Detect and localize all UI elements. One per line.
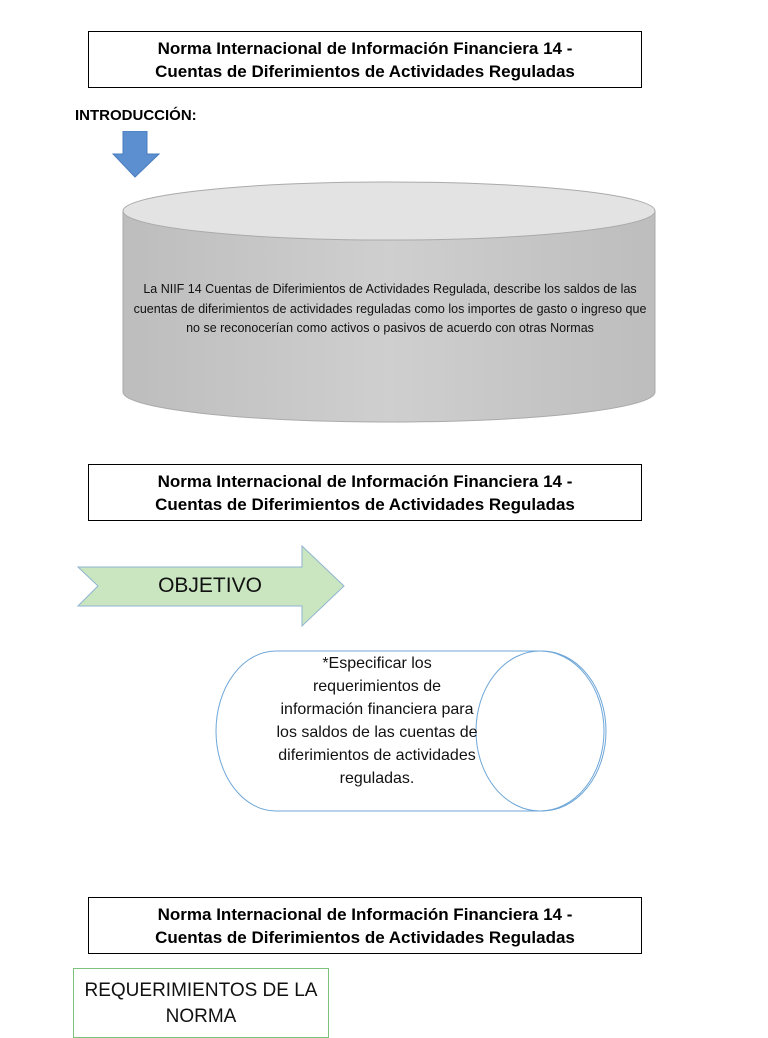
title-line-1: Norma Internacional de Información Financiera 14 - bbox=[157, 471, 573, 491]
section-title bbox=[88, 464, 642, 521]
title-line-2: Cuentas de Diferimientos de Actividades Reguladas bbox=[155, 927, 575, 947]
objective-label: OBJETIVO bbox=[158, 574, 262, 597]
title-line-2: Cuentas de Diferimientos de Actividades Reguladas bbox=[155, 61, 575, 81]
section-title bbox=[88, 897, 642, 954]
introduction-text: La NIIF 14 Cuentas de Diferimientos de Actividades Regulada, describe los saldos de las cuentas de diferimientos de actividades reguladas como los importes de gasto o ingreso que no se reconocerían como activos o pasivos de acuerdo con otras Normas bbox=[133, 282, 647, 335]
introduction-heading: INTRODUCCIÓN: bbox=[75, 107, 197, 124]
requirements-box bbox=[73, 968, 329, 1038]
objective-text: *Especificar los requerimientos de información financiera para los saldos de las cuentas de diferimientos de actividades reguladas. bbox=[276, 655, 478, 787]
requirements-label: REQUERIMIENTOS DE LA NORMA bbox=[84, 980, 318, 1027]
title-line-1: Norma Internacional de Información Financiera 14 - bbox=[157, 904, 573, 924]
section-title bbox=[88, 31, 642, 88]
title-line-1: Norma Internacional de Información Financiera 14 - bbox=[157, 38, 573, 58]
down-arrow-icon bbox=[112, 131, 160, 179]
title-line-2: Cuentas de Diferimientos de Actividades Reguladas bbox=[155, 494, 575, 514]
